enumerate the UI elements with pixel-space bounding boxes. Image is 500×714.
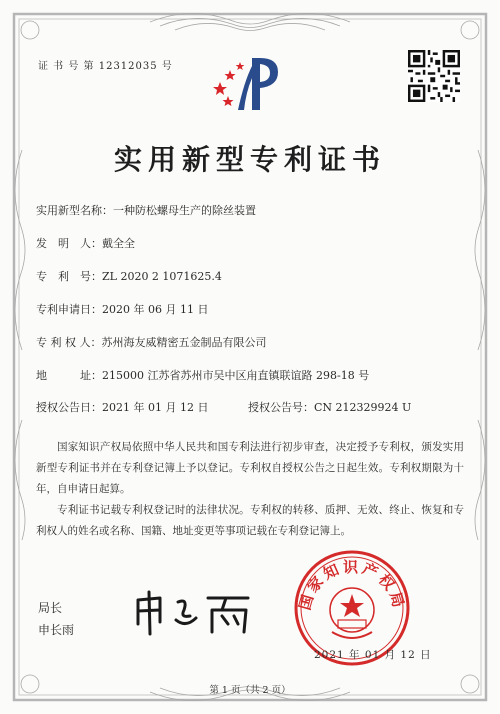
inventor-row: [36, 235, 135, 251]
field-value: 苏州海友威精密五金制品有限公司: [101, 336, 267, 349]
certificate-title: 实用新型专利证书: [113, 143, 386, 176]
field-label: 发 明 人：: [36, 237, 102, 250]
svg-text:国家知识产权局: 国家知识产权局: [295, 558, 409, 613]
patent-office-logo: [208, 52, 288, 116]
field-label: 地 址：: [36, 369, 102, 382]
certificate-body: [36, 437, 464, 542]
seal-date: 2021 年 01 月 12 日: [314, 649, 432, 661]
page-number: 第 1 页（共 2 页）: [209, 685, 291, 696]
director-name: 申长雨: [38, 623, 75, 637]
qr-code: [408, 50, 460, 102]
field-label: 专 利 权 人：: [36, 336, 102, 349]
patentee-row: [36, 334, 267, 350]
utility-model-name-row: [36, 202, 256, 218]
director-title: 局长: [38, 601, 63, 615]
grant-date-value: 2021 年 01 月 12 日: [102, 401, 209, 414]
body-paragraph-1: 国家知识产权局依照中华人民共和国专利法进行初步审查，决定授予专利权，颁发实用新型专利证书并在专利登记簿上予以登记。专利权自授权公告之日起生效。专利权期限为十年，自申请日起算。: [36, 441, 464, 495]
body-paragraph-2: 专利证书记载专利权登记时的法律状况。专利权的转移、质押、无效、终止、恢复和专利权人的姓名或名称、国籍、地址变更等事项记载在专利登记簿上。: [36, 504, 464, 537]
filing-date-row: [36, 301, 208, 317]
address-row: [36, 367, 369, 383]
certificate-number: 证 书 号 第 12312035 号: [38, 61, 173, 72]
field-value: ZL 2020 2 1071625.4: [102, 270, 222, 283]
grant-number-label: 授权公告号：: [248, 401, 314, 414]
director-signature: [130, 588, 260, 638]
field-label: 专 利 号：: [36, 270, 102, 283]
grant-row: [36, 399, 466, 415]
field-value: 215000 江苏省苏州市吴中区甪直镇联谊路 298-18 号: [102, 369, 370, 382]
director-block: [38, 597, 74, 641]
grant-number: [248, 399, 411, 415]
grant-number-value: CN 212329924 U: [314, 401, 412, 414]
field-value: 戴全全: [102, 237, 135, 250]
field-label: 专利申请日：: [36, 303, 102, 316]
field-value: 2020 年 06 月 11 日: [102, 303, 209, 316]
grant-date-label: 授权公告日：: [36, 401, 102, 414]
field-value: 一种防松螺母生产的除丝装置: [113, 204, 256, 217]
field-label: 实用新型名称：: [36, 204, 113, 217]
patent-number-row: [36, 268, 222, 284]
